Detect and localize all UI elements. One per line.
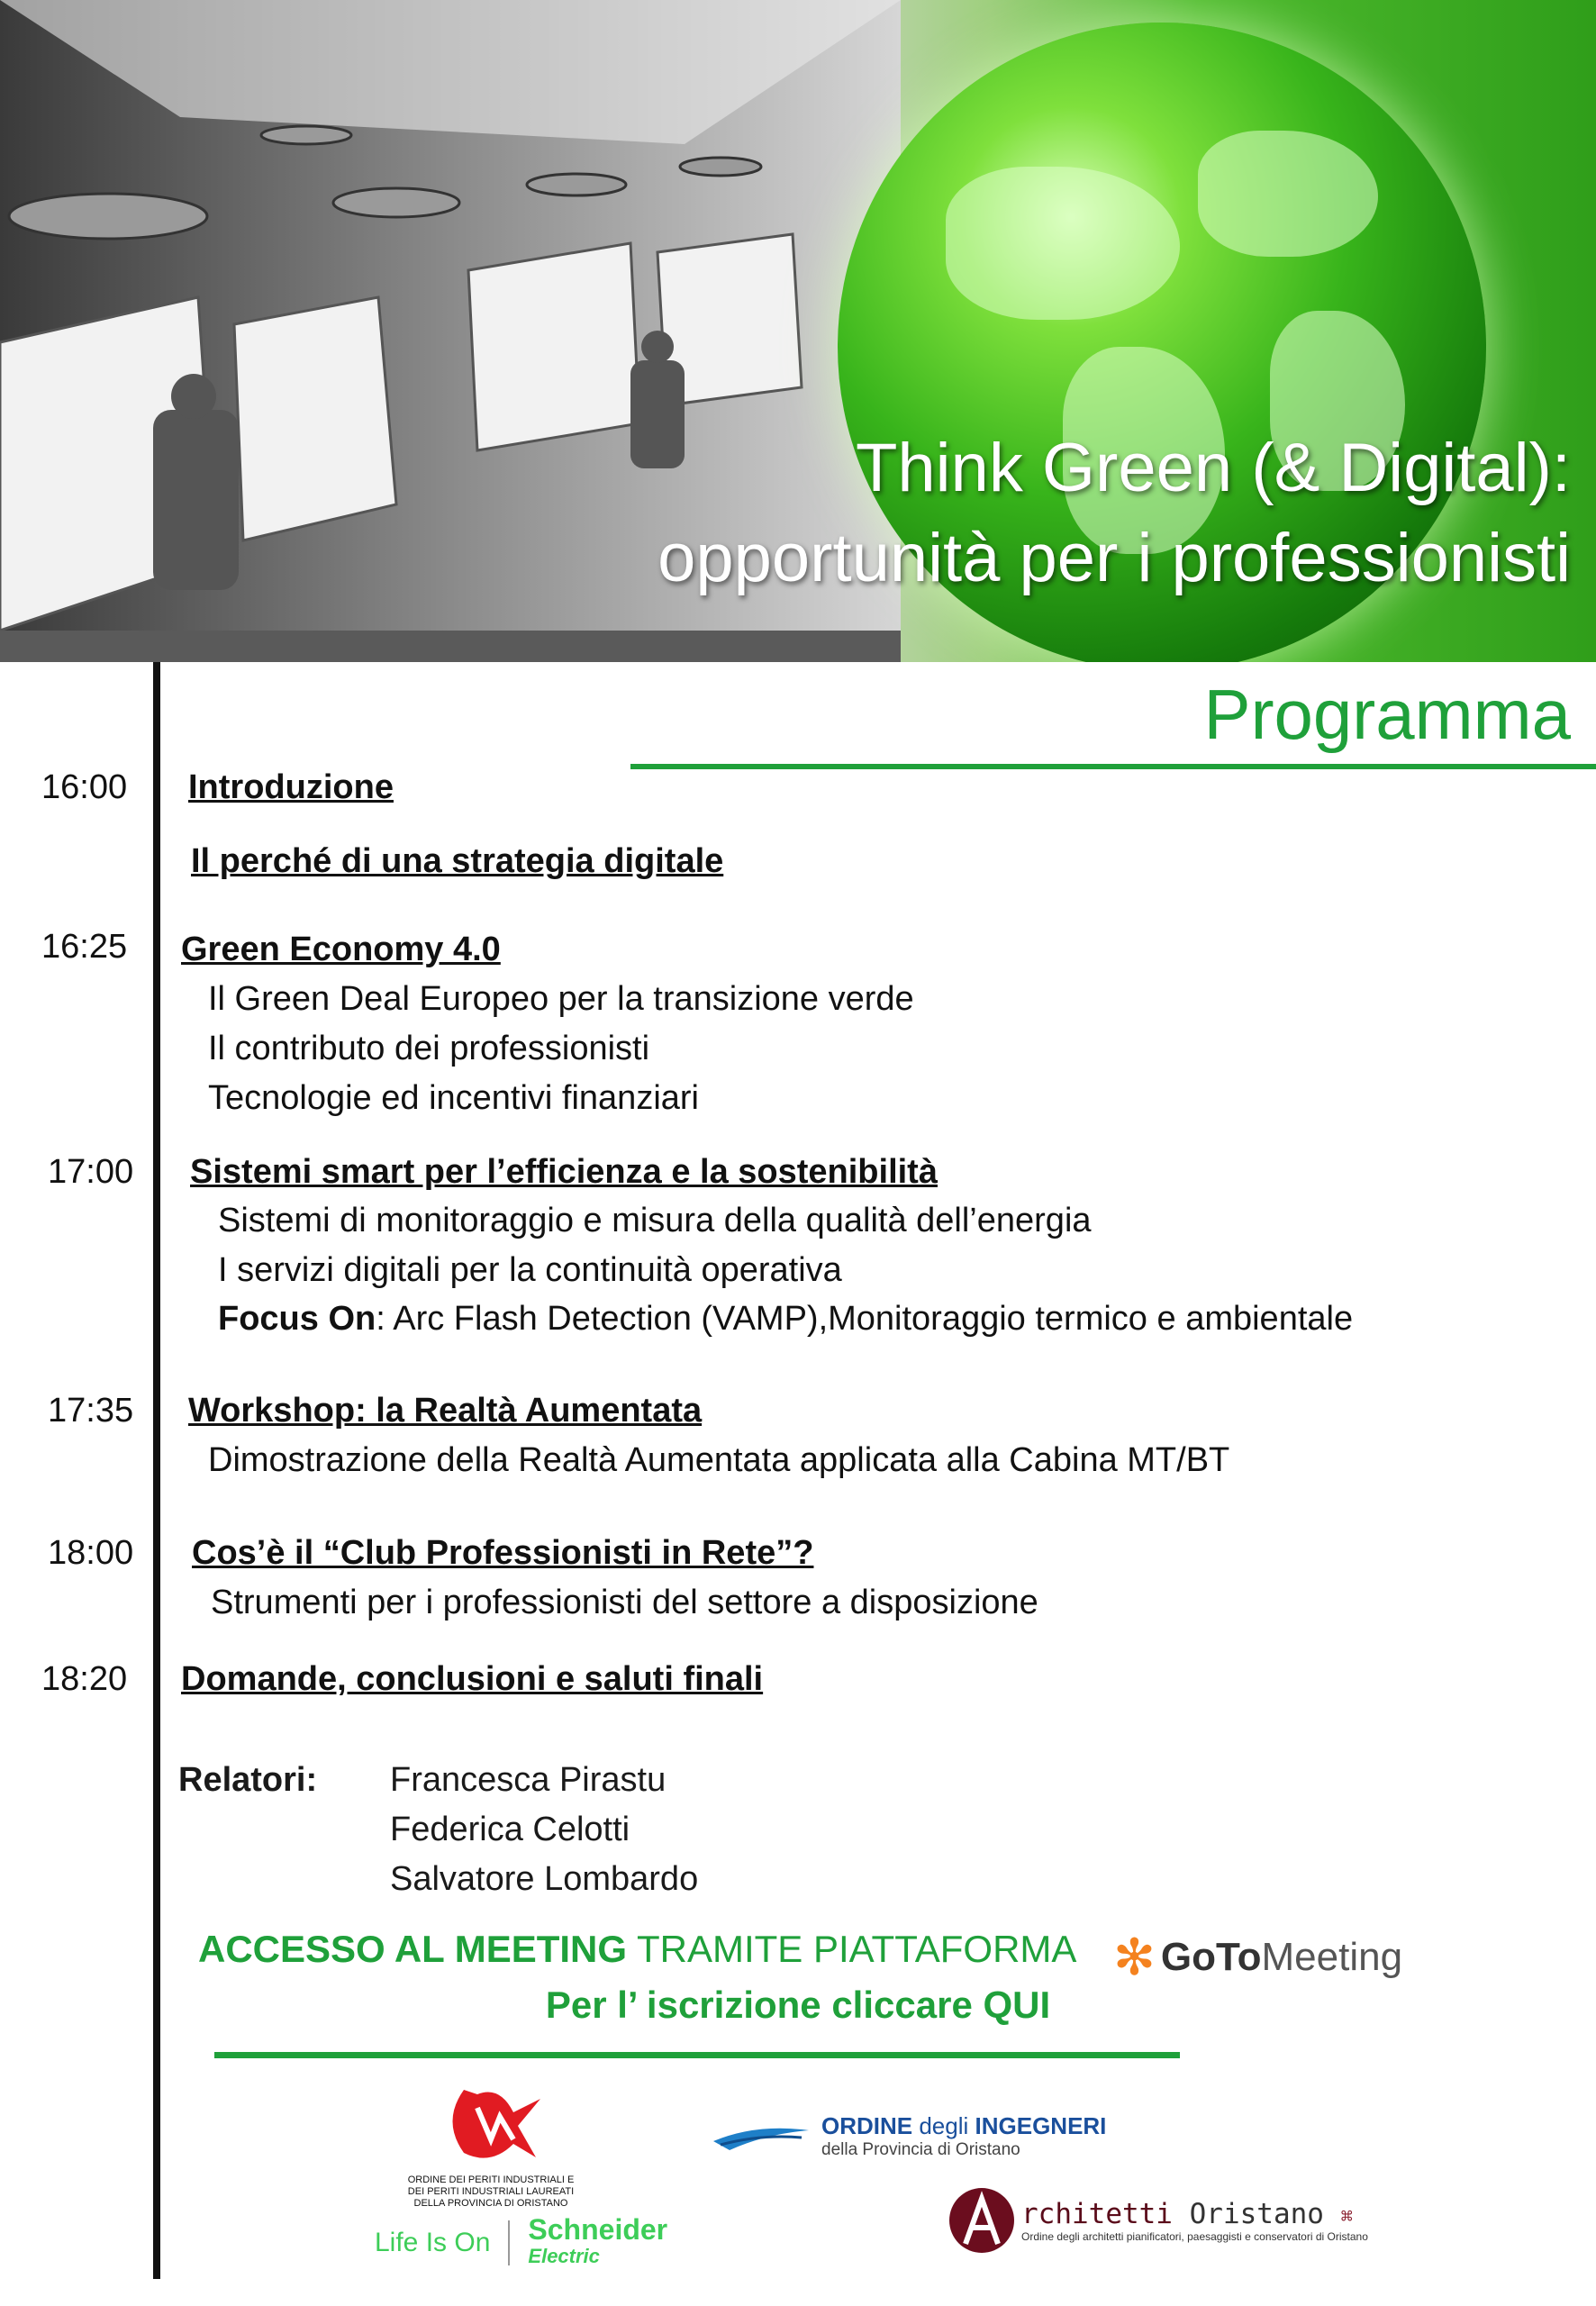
access-bold: ACCESSO AL MEETING: [198, 1928, 628, 1970]
event-title-line-1: Think Green (& Digital):: [855, 430, 1571, 506]
session-item: Il Green Deal Europeo per la transizione verde: [208, 980, 914, 1018]
schneider-brand: [528, 2213, 668, 2270]
schneider-electric-logo: [375, 2213, 668, 2270]
access-rest: TRAMITE PIATTAFORMA: [627, 1928, 1077, 1970]
session-heading: Green Economy 4.0: [181, 931, 501, 968]
session-item: Il contributo dei professionisti: [208, 1030, 650, 1067]
session-heading: Workshop: la Realtà Aumentata: [188, 1392, 703, 1430]
gotomeeting-brand-bold: GoTo: [1160, 1935, 1262, 1979]
speakers-label: Relatori:: [178, 1761, 318, 1799]
ingegneri-word: INGEGNERI: [975, 2112, 1107, 2139]
session-heading: Sistemi smart per l’efficienza e la sostenibilità: [190, 1153, 938, 1191]
session-focus: [218, 1300, 1353, 1339]
access-info: [198, 1928, 1076, 1971]
periti-emblem-icon: [428, 2072, 554, 2171]
hero-banner: [0, 0, 1596, 662]
session-item: Dimostrazione della Realtà Aumentata applicata alla Cabina MT/BT: [208, 1441, 1230, 1479]
schneider-word: Schneider: [528, 2213, 668, 2246]
session-time: 16:25: [41, 928, 128, 966]
session-time: 18:20: [41, 1660, 128, 1698]
session-time: 17:00: [48, 1153, 134, 1191]
gotomeeting-logo: [1113, 1928, 1402, 1987]
architetti-city: Oristano: [1189, 2198, 1324, 2230]
focus-label: Focus On: [218, 1300, 376, 1338]
ingegneri-title: [821, 2112, 1106, 2140]
session-item: I servizi digitali per la continuità operativa: [218, 1251, 842, 1289]
architetti-subtitle: Ordine degli architetti pianificatori, paesaggisti e conservatori di Oristano: [1021, 2230, 1368, 2243]
architetti-oristano-logo: [946, 2184, 1368, 2256]
electric-word: Electric: [528, 2245, 600, 2267]
program-title-rule: [630, 764, 1596, 769]
logo-separator: [508, 2220, 510, 2265]
ingegneri-ordine: ORDINE: [821, 2112, 920, 2139]
architetti-title: [1021, 2198, 1368, 2230]
event-title: [657, 423, 1571, 604]
footer-rule: [214, 2052, 1180, 2058]
gotomeeting-brand-rest: Meeting: [1261, 1935, 1403, 1979]
ingegneri-degli: degli: [919, 2112, 975, 2139]
life-is-on-tagline: Life Is On: [375, 2228, 491, 2257]
session-heading: Domande, conclusioni e saluti finali: [181, 1660, 764, 1698]
architetti-a-icon: [946, 2184, 1018, 2256]
session-item: Sistemi di monitoraggio e misura della qualità dell’energia: [218, 1202, 1092, 1239]
program-title: Programma: [1203, 675, 1571, 754]
architetti-word: rchitetti: [1021, 2198, 1190, 2230]
session-item: Tecnologie ed incentivi finanziari: [208, 1079, 699, 1117]
focus-text: : Arc Flash Detection (VAMP),Monitoraggio termico e ambientale: [376, 1300, 1354, 1338]
ingegneri-subtitle: della Provincia di Oristano: [821, 2140, 1020, 2159]
periti-industriali-logo: [401, 2072, 581, 2210]
architetti-mark-icon: ⌘: [1340, 2206, 1353, 2229]
speaker-name: Federica Celotti: [390, 1811, 630, 1848]
periti-caption: ORDINE DEI PERITI INDUSTRIALI E DEI PERITI INDUSTRIALI LAUREATI DELLA PROVINCIA DI ORISTANO: [407, 2174, 575, 2209]
ingegneri-swoosh-icon: [712, 2114, 811, 2159]
session-time: 17:35: [48, 1392, 134, 1430]
session-item: Strumenti per i professionisti del settore a disposizione: [211, 1584, 1038, 1621]
session-heading: Introduzione: [188, 768, 394, 806]
session-time: 18:00: [48, 1534, 134, 1572]
ordine-ingegneri-logo: [712, 2112, 1106, 2160]
session-time: 16:00: [41, 768, 128, 806]
session-heading: Il perché di una strategia digitale: [191, 842, 724, 880]
gotomeeting-icon: ✻: [1113, 1929, 1156, 1985]
signup-link[interactable]: Per l’ iscrizione cliccare QUI: [545, 1984, 1051, 2026]
event-title-line-2: opportunità per i professionisti: [657, 520, 1571, 596]
session-heading: Cos’è il “Club Professionisti in Rete”?: [192, 1534, 814, 1572]
timeline-divider: [153, 662, 160, 2279]
speaker-name: Francesca Pirastu: [390, 1761, 667, 1799]
speaker-name: Salvatore Lombardo: [390, 1860, 699, 1898]
